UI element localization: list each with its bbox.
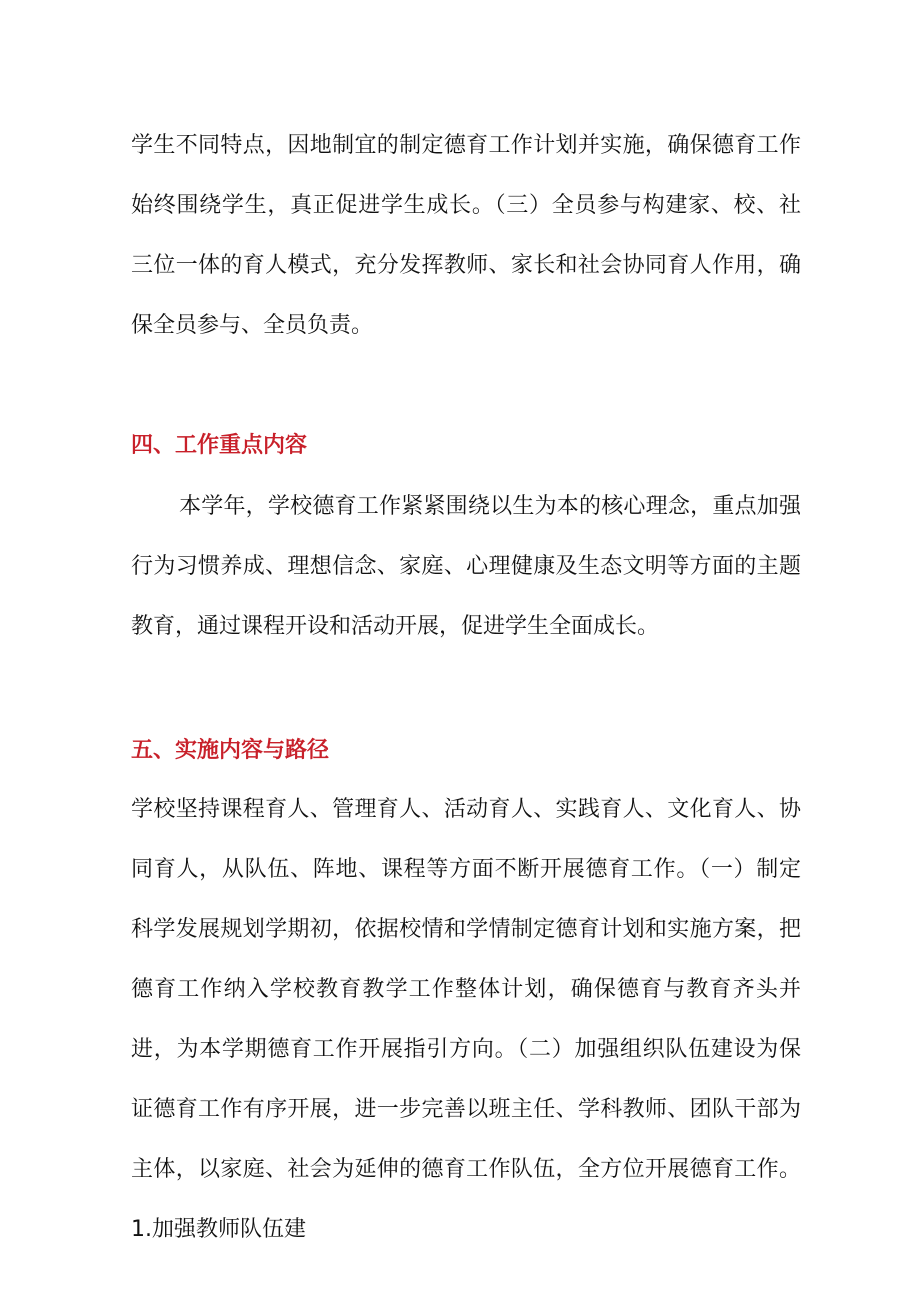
intro-paragraph: 学生不同特点，因地制宜的制定德育工作计划并实施，确保德育工作始终围绕学生，真正促进学生成长。（三）全员参与构建家、校、社三位一体的育人模式，充分发挥教师、家长和社会协同育人作用，确保全员参与、全员负责。 [131, 133, 801, 338]
section-4-heading: 四、工作重点内容 [131, 433, 308, 458]
section-5-heading: 五、实施内容与路径 [131, 738, 330, 763]
section-4-body: 本学年，学校德育工作紧紧围绕以生为本的核心理念，重点加强行为习惯养成、理想信念、家庭、心理健康及生态文明等方面的主题教育，通过课程开设和活动开展，促进学生全面成长。 [131, 494, 801, 639]
section-5-body: 学校坚持课程育人、管理育人、活动育人、实践育人、文化育人、协同育人，从队伍、阵地、课程等方面不断开展德育工作。（一）制定科学发展规划学期初，依据校情和学情制定德育计划和实施方案，把德育工作纳入学校教育教学工作整体计划，确保德育与教育齐头并进，为本学期德育工作开展指引方向。（二）加强组织队伍建设为保证德育工作有序开展，进一步完善以班主任、学科教师、团队干部为主体，以家庭、社会为延伸的德育工作队伍，全方位开展德育工作。1.加强教师队伍建 [131, 797, 801, 1242]
